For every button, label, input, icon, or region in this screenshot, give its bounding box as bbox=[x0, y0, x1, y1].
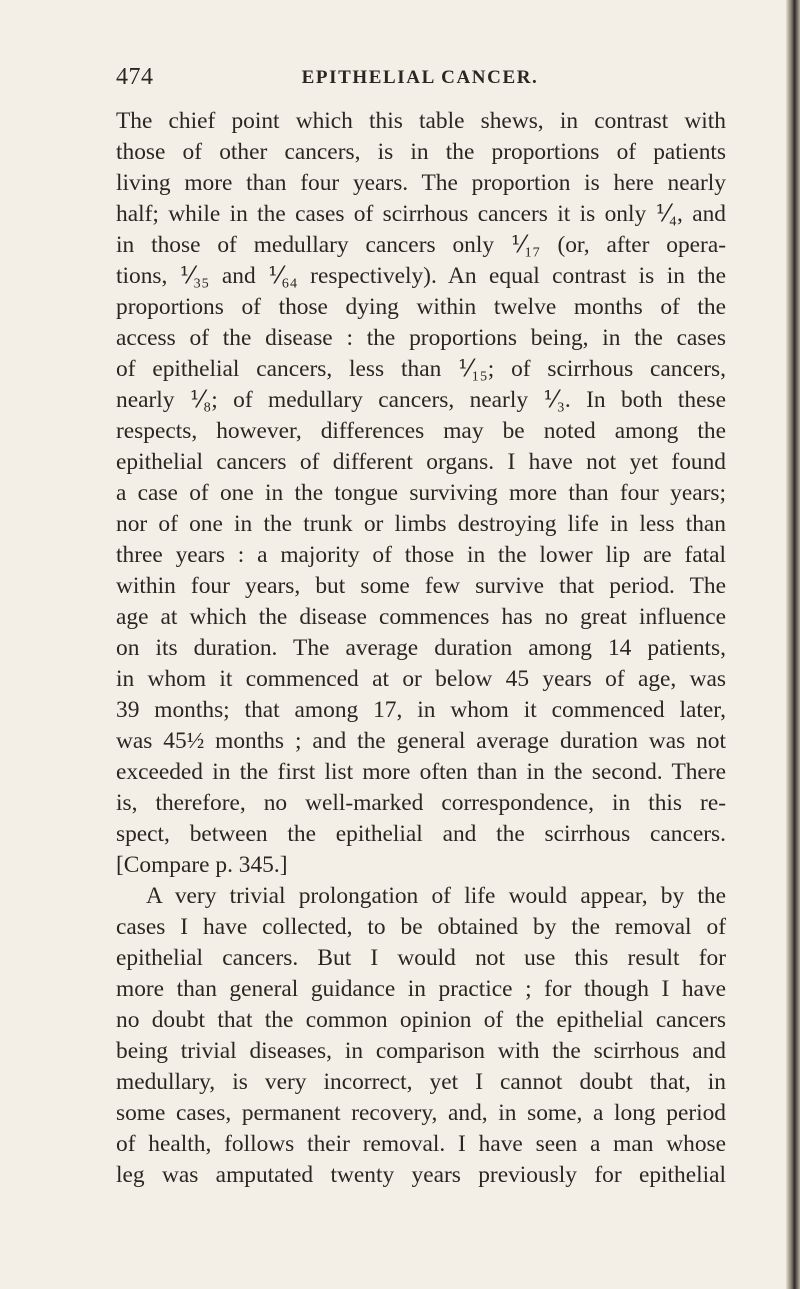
text-line: three years : a majority of those in the lower lip are fatal bbox=[116, 542, 726, 568]
text-line: on its duration. The average duration among 14 patients, bbox=[116, 635, 726, 661]
page-edge-shadow bbox=[786, 0, 800, 1289]
text-line: leg was amputated twenty years previously for epithelial bbox=[116, 1162, 726, 1188]
text-line: spect, between the epithelial and the scirrhous cancers. bbox=[116, 821, 726, 847]
text-line: cases I have collected, to be obtained by the removal of bbox=[116, 914, 726, 940]
text-line: those of other cancers, is in the proportions of patients bbox=[116, 139, 726, 165]
text-line: of epithelial cancers, less than ⅟₁₅; of scirrhous cancers, bbox=[116, 356, 726, 382]
text-line: within four years, but some few survive that period. The bbox=[116, 573, 726, 599]
text-line: of health, follows their removal. I have seen a man whose bbox=[116, 1131, 726, 1157]
text-line: nearly ⅟₈; of medullary cancers, nearly ⅟₃. In both these bbox=[116, 387, 726, 413]
text-line: in whom it commenced at or below 45 years of age, was bbox=[116, 666, 726, 692]
text-line: no doubt that the common opinion of the epithelial cancers bbox=[116, 1007, 726, 1033]
text-line: living more than four years. The proportion is here nearly bbox=[116, 170, 726, 196]
text-line: The chief point which this table shews, in contrast with bbox=[116, 108, 726, 134]
text-line: medullary, is very incorrect, yet I cannot doubt that, in bbox=[116, 1069, 726, 1095]
text-line: exceeded in the first list more often than in the second. There bbox=[116, 759, 726, 785]
text-line: tions, ⅟₃₅ and ⅟₆₄ respectively). An equal contrast is in the bbox=[116, 263, 726, 289]
text-line: 39 months; that among 17, in whom it commenced later, bbox=[116, 697, 726, 723]
running-head: EPITHELIAL CANCER. bbox=[301, 67, 539, 88]
body-text bbox=[116, 106, 726, 1191]
text-line: a case of one in the tongue surviving more than four years; bbox=[116, 480, 726, 506]
text-line: age at which the disease commences has no great influence bbox=[116, 604, 726, 630]
text-line: more than general guidance in practice ; for though I have bbox=[116, 976, 726, 1002]
text-line: [Compare p. 345.] bbox=[116, 852, 288, 878]
text-line: access of the disease : the proportions being, in the cases bbox=[116, 325, 726, 351]
text-line: was 45½ months ; and the general average duration was not bbox=[116, 728, 726, 754]
text-line: respects, however, differences may be noted among the bbox=[116, 418, 726, 444]
text-line: nor of one in the trunk or limbs destroying life in less than bbox=[116, 511, 726, 537]
text-line: some cases, permanent recovery, and, in some, a long period bbox=[116, 1100, 726, 1126]
text-line: is, therefore, no well-marked correspondence, in this re- bbox=[116, 790, 726, 816]
text-line: A very trivial prolongation of life would appear, by the bbox=[146, 883, 726, 909]
text-line: half; while in the cases of scirrhous cancers it is only ⅟₄, and bbox=[116, 201, 726, 227]
text-line: epithelial cancers of different organs. I have not yet found bbox=[116, 449, 726, 475]
page-number: 474 bbox=[116, 64, 154, 90]
page-header bbox=[116, 64, 724, 98]
text-line: proportions of those dying within twelve months of the bbox=[116, 294, 726, 320]
text-line: in those of medullary cancers only ⅟₁₇ (or, after opera- bbox=[116, 232, 726, 258]
text-line: epithelial cancers. But I would not use this result for bbox=[116, 945, 726, 971]
text-line: being trivial diseases, in comparison with the scirrhous and bbox=[116, 1038, 726, 1064]
